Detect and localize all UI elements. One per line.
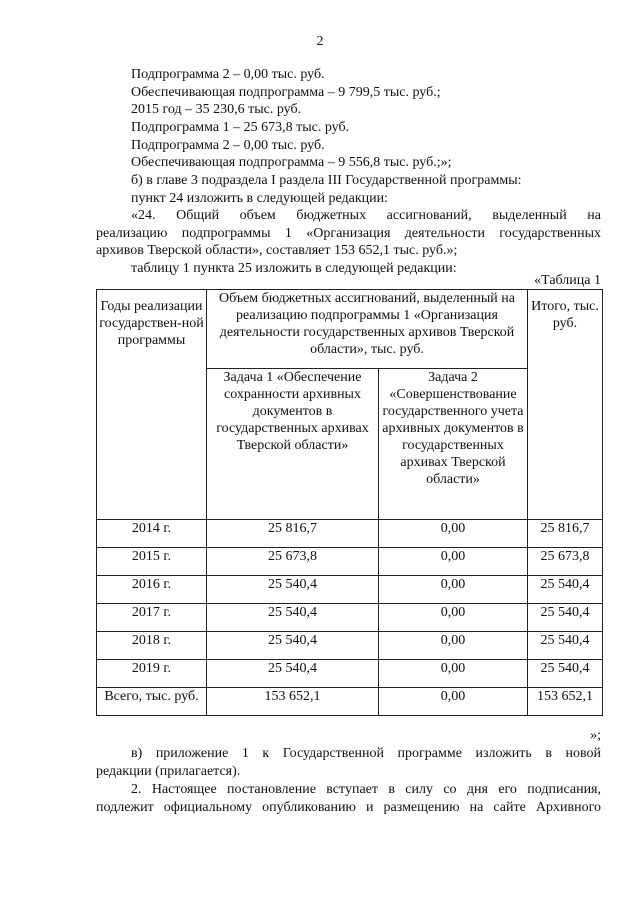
cell-total: 153 652,1 <box>528 688 603 716</box>
cell-task1: 25 540,4 <box>207 604 379 632</box>
paragraph-2-line: подлежит официальному опубликованию и размещению на сайте Архивного <box>96 800 601 815</box>
table-row <box>97 660 603 688</box>
table-header-row <box>97 290 603 369</box>
page-number: 2 <box>316 34 324 49</box>
cell-year: 2014 г. <box>97 520 207 548</box>
cell-total: 25 540,4 <box>528 604 603 632</box>
table-intro: таблицу 1 пункта 25 изложить в следующей редакции: <box>131 261 457 276</box>
cell-total: 25 540,4 <box>528 660 603 688</box>
text-line: Подпрограмма 1 – 25 673,8 тыс. руб. <box>131 120 350 135</box>
cell-task2: 0,00 <box>379 520 528 548</box>
table-caption: «Таблица 1 <box>534 273 601 288</box>
table-row <box>97 632 603 660</box>
text-line: б) в главе 3 подраздела I раздела III Государственной программы: <box>131 173 522 188</box>
table-row <box>97 604 603 632</box>
cell-year: 2017 г. <box>97 604 207 632</box>
cell-task1: 25 816,7 <box>207 520 379 548</box>
text-line: 2015 год – 35 230,6 тыс. руб. <box>131 102 302 117</box>
cell-task1: 25 540,4 <box>207 576 379 604</box>
header-task2: Задача 2 «Совершенствование государственного учета архивных документов в государственных архивах Тверской области» <box>379 369 528 520</box>
paragraph-v-line: в) приложение 1 к Государственной программе изложить в новой <box>131 746 601 761</box>
cell-total: 25 673,8 <box>528 548 603 576</box>
paragraph-24-line: реализацию подпрограммы 1 «Организация деятельности государственных <box>96 226 601 241</box>
table-row <box>97 576 603 604</box>
header-task1: Задача 1 «Обеспечение сохранности архивных документов в государственных архивах Тверской области» <box>207 369 379 520</box>
cell-task1: 25 673,8 <box>207 548 379 576</box>
cell-task1: 25 540,4 <box>207 632 379 660</box>
table-close: »; <box>590 728 601 743</box>
text-line: Обеспечивающая подпрограмма – 9 799,5 тыс. руб.; <box>131 85 441 100</box>
paragraph-v-line: редакции (прилагается). <box>96 764 241 779</box>
cell-year: 2016 г. <box>97 576 207 604</box>
table-row <box>97 548 603 576</box>
cell-total: 25 540,4 <box>528 576 603 604</box>
paragraph-24-line: «24. Общий объем бюджетных ассигнований, выделенный на <box>131 208 601 223</box>
header-volume: Объем бюджетных ассигнований, выделенный на реализацию подпрограммы 1 «Организация деятельности государственных архивов Тверской области», тыс. руб. <box>207 290 528 369</box>
cell-year: 2019 г. <box>97 660 207 688</box>
text-line: Обеспечивающая подпрограмма – 9 556,8 тыс. руб.;»; <box>131 155 452 170</box>
paragraph-2-line: 2. Настоящее постановление вступает в силу со дня его подписания, <box>131 782 601 797</box>
paragraph-24-line: архивов Тверской области», составляет 153 652,1 тыс. руб.»; <box>96 243 458 258</box>
cell-total: 25 816,7 <box>528 520 603 548</box>
budget-table <box>96 289 603 716</box>
cell-task2: 0,00 <box>379 660 528 688</box>
cell-task2: 0,00 <box>379 604 528 632</box>
cell-total: 25 540,4 <box>528 632 603 660</box>
text-line: Подпрограмма 2 – 0,00 тыс. руб. <box>131 138 325 153</box>
cell-year: Всего, тыс. руб. <box>97 688 207 716</box>
cell-task1: 153 652,1 <box>207 688 379 716</box>
text-line: Подпрограмма 2 – 0,00 тыс. руб. <box>131 67 325 82</box>
cell-task2: 0,00 <box>379 632 528 660</box>
table-total-row <box>97 688 603 716</box>
text-line: пункт 24 изложить в следующей редакции: <box>131 191 388 206</box>
table-row <box>97 520 603 548</box>
cell-task2: 0,00 <box>379 576 528 604</box>
cell-year: 2015 г. <box>97 548 207 576</box>
cell-year: 2018 г. <box>97 632 207 660</box>
cell-task1: 25 540,4 <box>207 660 379 688</box>
cell-task2: 0,00 <box>379 548 528 576</box>
header-years: Годы реализации государствен-ной программы <box>97 290 207 520</box>
header-total: Итого, тыс. руб. <box>528 290 603 520</box>
cell-task2: 0,00 <box>379 688 528 716</box>
